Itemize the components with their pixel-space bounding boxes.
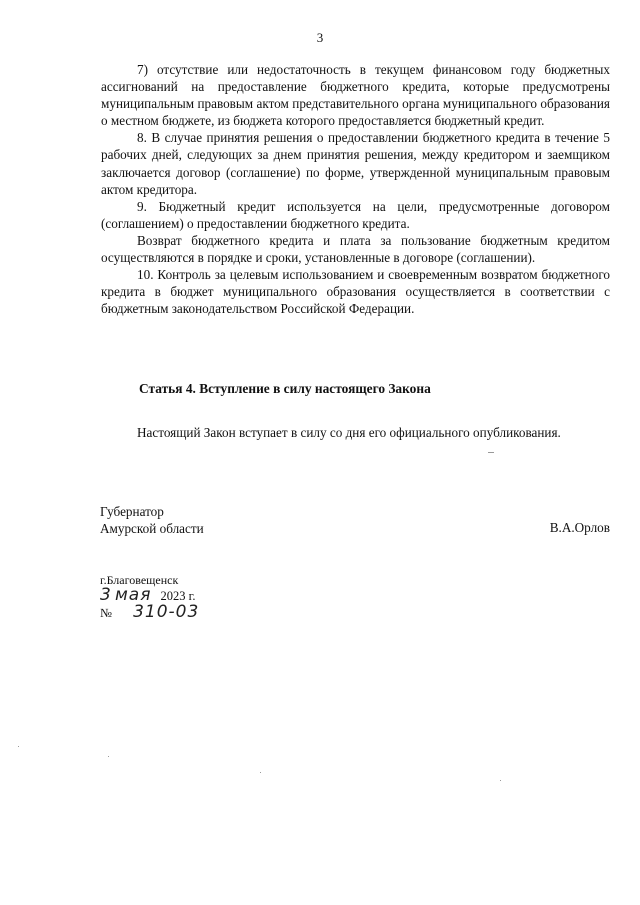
number-handwritten: 310-03 <box>133 602 200 622</box>
law-body-text <box>101 61 610 317</box>
signatory-title-line1: Губернатор <box>100 504 164 519</box>
signatory-title-line2: Амурской области <box>100 521 204 536</box>
page-number: 3 <box>316 30 324 45</box>
number-prefix: № <box>100 606 112 620</box>
paragraph-repayment: Возврат бюджетного кредита и плата за пользование бюджетным кредитом осуществляются в порядке и сроки, установленные в договоре (соглашении). <box>101 232 610 266</box>
paragraph-item-8: 8. В случае принятия решения о предоставлении бюджетного кредита в течение 5 рабочих дней, следующих за днем принятия решения, между кредитором и заемщиком заключается договор (соглашение) по форме, утвержденной муниципальным правовым актом кредитора. <box>101 130 610 197</box>
paragraph-item-10: 10. Контроль за целевым использованием и своевременным возвратом бюджетного кредита в бюджет муниципального образования осуществляется в соответствии с бюджетным законодательством Российской Федерации. <box>101 267 610 317</box>
paragraph-item-9: 9. Бюджетный кредит используется на цели, предусмотренные договором (соглашением) о предоставлении бюджетного кредита. <box>101 198 610 231</box>
article-4-paragraph: Настоящий Закон вступает в силу со дня его официального опубликования. <box>137 425 561 440</box>
scan-speck <box>18 746 19 747</box>
date-year: 2023 г. <box>160 589 196 603</box>
signatory-name: В.А.Орлов <box>549 520 610 535</box>
article-4-text <box>101 424 610 441</box>
law-number <box>100 602 199 622</box>
scan-speck <box>260 772 261 773</box>
scan-speck <box>500 780 501 781</box>
scan-speck <box>488 452 494 453</box>
paragraph-item-7: 7) отсутствие или недостаточность в текущем финансовом году бюджетных ассигнований на предоставление бюджетного кредита, которые предусмотрены муниципальным правовым актом представительного органа муниципального образования о местном бюджете, из бюджета которого предоставляется бюджетный кредит. <box>101 62 610 129</box>
article-4-heading: Статья 4. Вступление в силу настоящего Закона <box>139 381 431 396</box>
signatory-title <box>100 503 204 537</box>
date-month-handwritten: мая <box>114 585 152 605</box>
signing-place: г.Благовещенск <box>100 573 179 587</box>
date-day-handwritten: 3 <box>100 585 112 605</box>
scan-speck <box>108 756 109 757</box>
